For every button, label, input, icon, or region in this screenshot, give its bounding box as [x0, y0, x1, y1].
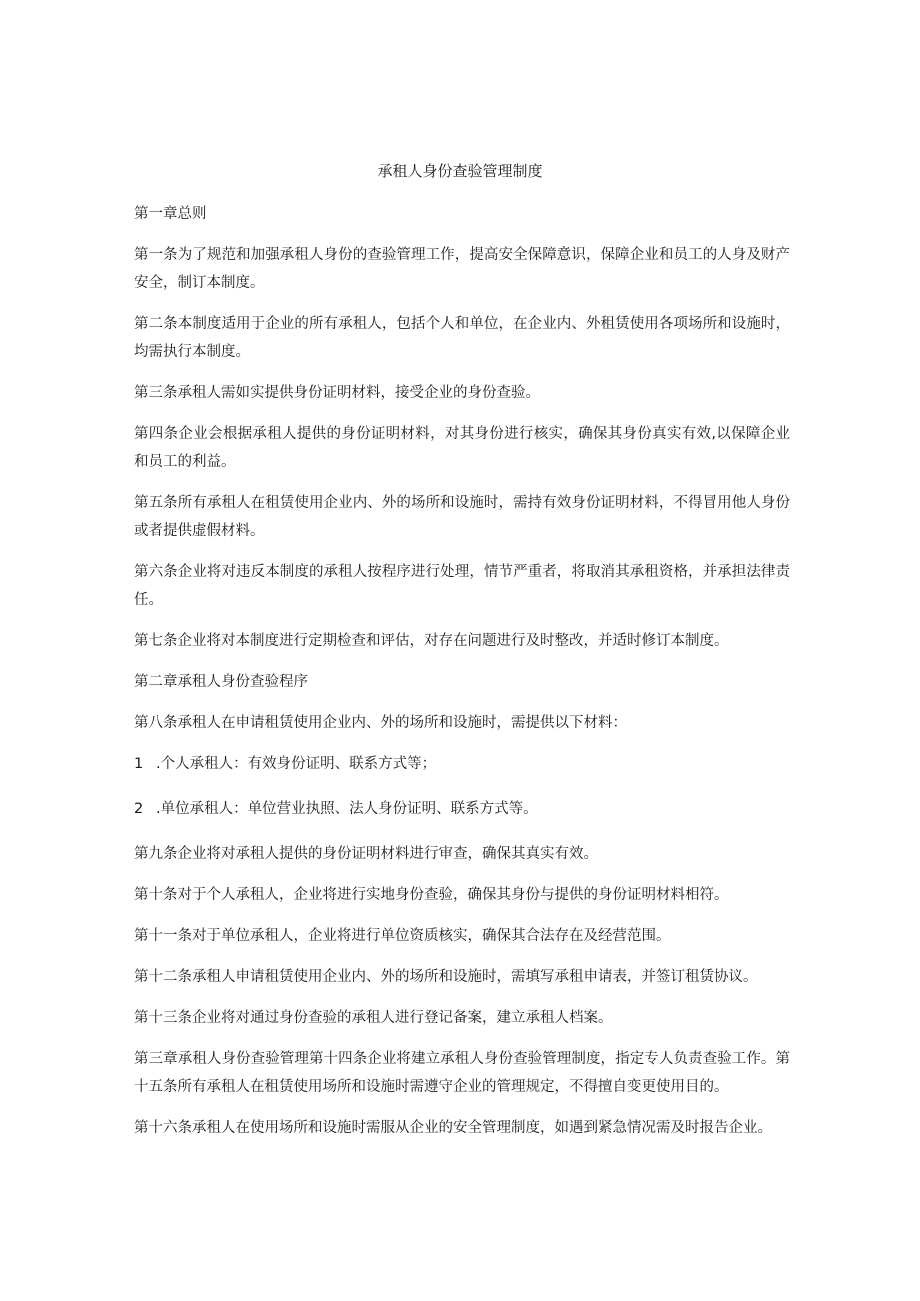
article-13: 第十三条企业将对通过身份查验的承租人进行登记备案，建立承租人档案。 — [134, 1010, 613, 1026]
article-4: 第四条企业会根据承租人提供的身份证明材料，对其身份进行核实，确保其身份真实有效,以保障企业和员工的利益。 — [134, 426, 790, 470]
article-1: 第一条为了规范和加强承租人身份的查验管理工作，提高安全保障意识，保障企业和员工的人身及财产安全，制订本制度。 — [134, 247, 790, 291]
article-5: 第五条所有承租人在租赁使用企业内、外的场所和设施时，需持有效身份证明材料，不得冒用他人身份或者提供虚假材料。 — [134, 495, 790, 539]
list-number: 1 — [134, 756, 144, 772]
article-16: 第十六条承租人在使用场所和设施时需服从企业的安全管理制度，如遇到紧急情况需及时报告企业。 — [134, 1120, 772, 1136]
article-8: 第八条承租人在申请租赁使用企业内、外的场所和设施时，需提供以下材料： — [134, 715, 627, 731]
list-number: 2 — [134, 801, 144, 817]
chapter-heading-2: 第二章承租人身份查验程序 — [134, 674, 308, 690]
chapter-heading-1: 第一章总则 — [134, 206, 207, 222]
article-12: 第十二条承租人申请租赁使用企业内、外的场所和设施时，需填写承租申请表，并签订租赁协议。 — [134, 969, 758, 985]
list-item — [134, 795, 790, 823]
article-7: 第七条企业将对本制度进行定期检查和评估，对存在问题进行及时整改，并适时修订本制度。 — [134, 633, 729, 649]
article-2: 第二条本制度适用于企业的所有承租人，包括个人和单位，在企业内、外租赁使用各项场所和设施时，均需执行本制度。 — [134, 316, 790, 360]
chapter-3-block: 第三章承租人身份查验管理第十四条企业将建立承租人身份查验管理制度，指定专人负责查验工作。第十五条所有承租人在租赁使用场所和设施时需遵守企业的管理规定，不得擅自变更使用目的。 — [134, 1051, 790, 1095]
article-3: 第三条承租人需如实提供身份证明材料，接受企业的身份查验。 — [134, 385, 540, 401]
document-body — [134, 200, 790, 1155]
list-text: .个人承租人：有效身份证明、联系方式等； — [156, 756, 437, 772]
article-10: 第十条对于个人承租人，企业将进行实地身份查验，确保其身份与提供的身份证明材料相符。 — [134, 887, 729, 903]
article-6: 第六条企业将对违反本制度的承租人按程序进行处理，情节严重者，将取消其承租资格，并承担法律责任。 — [134, 564, 790, 608]
article-11: 第十一条对于单位承租人，企业将进行单位资质核实，确保其合法存在及经营范围。 — [134, 928, 671, 944]
list-text: .单位承租人：单位营业执照、法人身份证明、联系方式等。 — [156, 801, 538, 817]
article-9: 第九条企业将对承租人提供的身份证明材料进行审查，确保其真实有效。 — [134, 846, 598, 862]
document-title: 承租人身份查验管理制度 — [377, 162, 543, 180]
list-item — [134, 750, 790, 778]
